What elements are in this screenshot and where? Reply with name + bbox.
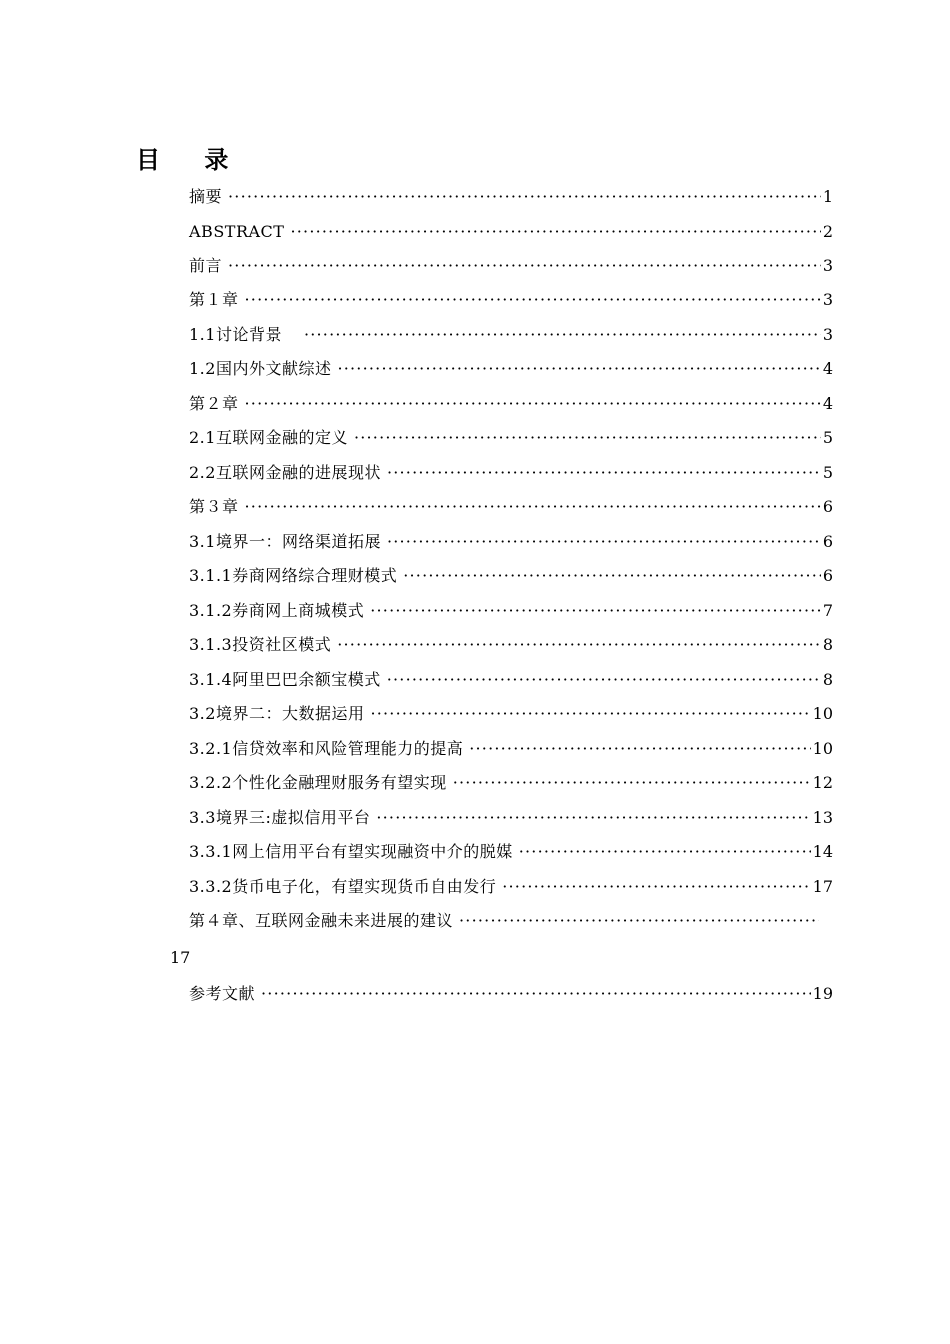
toc-entry-3-1-2[interactable] [189, 596, 833, 626]
toc-entry-label: 3.1境界一：网络渠道拓展 [189, 532, 381, 551]
toc-entry-page: 12 [812, 773, 833, 792]
toc-entry-label: 3.2.2个性化金融理财服务有望实现 [189, 773, 447, 792]
toc-entry-label: 2.1互联网金融的定义 [189, 428, 348, 447]
toc-leader-dots [469, 734, 810, 764]
toc-entry-label: 3.2境界二：大数据运用 [189, 704, 365, 723]
toc-leader-dots [519, 837, 811, 867]
toc-entry-page: 2 [822, 222, 833, 241]
toc-entry-label: 3.1.3投资社区模式 [189, 635, 332, 654]
toc-entry-chapter-3[interactable] [189, 492, 833, 522]
toc-leader-dots [387, 665, 821, 695]
toc-entry-label: 第２章 [189, 394, 239, 413]
toc-leader-dots [337, 354, 820, 384]
toc-leader-dots [370, 596, 821, 626]
toc-entry-1-1[interactable] [189, 320, 833, 350]
toc-leader-dots [304, 320, 821, 350]
toc-entry-3-1[interactable] [189, 527, 833, 557]
toc-entry-page: 14 [812, 842, 833, 861]
toc-leader-dots [245, 285, 821, 315]
toc-entry-2-1[interactable] [189, 423, 833, 453]
toc-entry-label: 3.3境界三:虚拟信用平台 [189, 808, 371, 827]
toc-entry-1-2[interactable] [189, 354, 833, 384]
toc-entry-label: 3.1.4阿里巴巴余额宝模式 [189, 670, 381, 689]
toc-entry-page: 10 [812, 704, 833, 723]
toc-leader-dots [228, 251, 821, 281]
toc-entry-3-3-1[interactable] [189, 837, 833, 867]
toc-entry-chapter-4[interactable] [189, 906, 819, 936]
toc-leader-dots [459, 906, 819, 936]
toc-entry-page: 8 [822, 670, 833, 689]
toc-entry-label: 1.1讨论背景 [189, 325, 282, 344]
toc-entry-page: 1 [822, 187, 833, 206]
toc-entry-page: 6 [822, 532, 833, 551]
toc-entry-label: 3.2.1信贷效率和风险管理能力的提高 [189, 739, 464, 758]
toc-entry-3-3-2[interactable] [189, 872, 833, 902]
toc-entry-abstract-en[interactable] [189, 217, 833, 247]
toc-entry-page: 7 [822, 601, 833, 620]
toc-entry-3-2[interactable] [189, 699, 833, 729]
toc-entry-chapter-2[interactable] [189, 389, 833, 419]
toc-entry-page: 10 [812, 739, 833, 758]
toc-leader-dots [502, 872, 810, 902]
toc-entry-preface[interactable] [189, 251, 833, 281]
toc-entry-page: 8 [822, 635, 833, 654]
toc-entry-page: 19 [812, 984, 833, 1003]
toc-entry-page: 17 [812, 877, 833, 896]
toc-entry-page: 6 [822, 497, 833, 516]
toc-entry-abstract-cn[interactable] [189, 182, 833, 212]
toc-entry-label: 3.3.1网上信用平台有望实现融资中介的脱媒 [189, 842, 513, 861]
toc-entry-page: 4 [822, 394, 833, 413]
toc-entry-label: 摘要 [189, 187, 223, 206]
toc-entry-label: 第４章、互联网金融未来进展的建议 [189, 911, 454, 930]
toc-leader-dots [403, 561, 821, 591]
toc-entry-label: 2.2互联网金融的进展现状 [189, 463, 381, 482]
toc-entry-3-1-3[interactable] [189, 630, 833, 660]
toc-entry-page: 6 [822, 566, 833, 585]
toc-entry-3-2-2[interactable] [189, 768, 833, 798]
toc-leader-dots [387, 458, 821, 488]
toc-entry-page: 13 [812, 808, 833, 827]
toc-entry-label: 参考文献 [189, 984, 256, 1003]
toc-entry-label: 前言 [189, 256, 223, 275]
toc-entry-label: ABSTRACT [189, 222, 285, 241]
toc-entry-3-1-4[interactable] [189, 665, 833, 695]
toc-leader-dots [228, 182, 821, 212]
toc-leader-dots [387, 527, 821, 557]
toc-entry-label: 3.1.2券商网上商城模式 [189, 601, 365, 620]
toc-entry-2-2[interactable] [189, 458, 833, 488]
toc-entry-chapter-1[interactable] [189, 285, 833, 315]
toc-entry-label: 3.3.2货币电子化，有望实现货币自由发行 [189, 877, 497, 896]
toc-entry-page: 5 [822, 428, 833, 447]
toc-leader-dots [245, 492, 821, 522]
toc-entry-page: 3 [822, 325, 833, 344]
toc-entry-page: 4 [822, 359, 833, 378]
toc-leader-dots [261, 979, 811, 1009]
toc-entry-page: 5 [822, 463, 833, 482]
toc-entry-page: 3 [822, 290, 833, 309]
toc-entry-label: 1.2国内外文献综述 [189, 359, 332, 378]
toc-entry-label: 第１章 [189, 290, 239, 309]
toc-entry-label: 第３章 [189, 497, 239, 516]
toc-entry-references[interactable] [189, 979, 833, 1009]
toc-leader-dots [453, 768, 811, 798]
toc-entry-3-3[interactable] [189, 803, 833, 833]
toc-leader-dots [354, 423, 821, 453]
toc-entry-3-1-1[interactable] [189, 561, 833, 591]
toc-entry-page: 3 [822, 256, 833, 275]
toc-entry-3-2-1[interactable] [189, 734, 833, 764]
toc-entry-label: 3.1.1券商网络综合理财模式 [189, 566, 398, 585]
toc-leader-dots [245, 389, 821, 419]
toc-leader-dots [337, 630, 821, 660]
toc-leader-dots [376, 803, 810, 833]
toc-title: 目 录 [136, 146, 247, 174]
toc-leader-dots [370, 699, 810, 729]
toc-leader-dots [290, 217, 820, 247]
toc-entry-page-wrapped: 17 [170, 948, 191, 967]
